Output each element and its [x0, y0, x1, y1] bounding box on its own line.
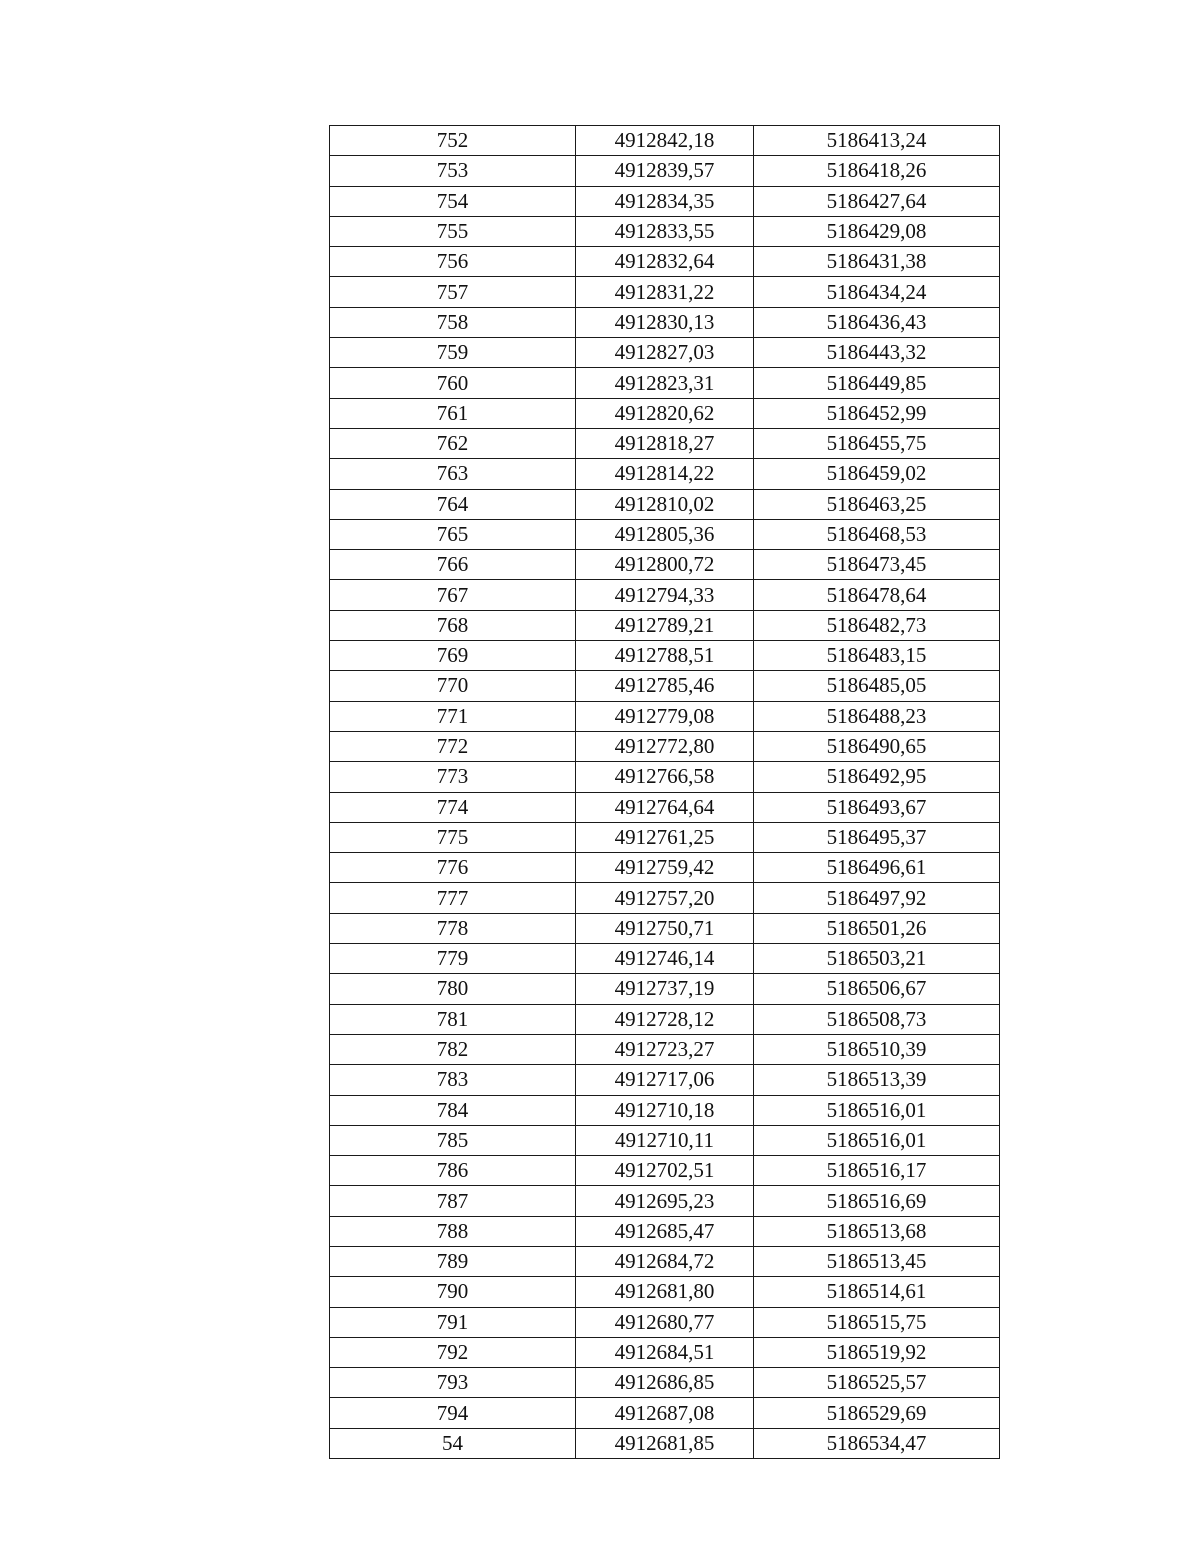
point-number-cell: 778 — [330, 913, 576, 943]
table-row — [330, 398, 1000, 428]
table-row — [330, 1277, 1000, 1307]
point-number-cell: 787 — [330, 1186, 576, 1216]
point-number-cell: 775 — [330, 822, 576, 852]
x-coordinate-cell: 4912680,77 — [576, 1307, 754, 1337]
table-row — [330, 1337, 1000, 1367]
x-coordinate-cell: 4912805,36 — [576, 519, 754, 549]
y-coordinate-cell: 5186503,21 — [754, 944, 1000, 974]
y-coordinate-cell: 5186463,25 — [754, 489, 1000, 519]
point-number-cell: 781 — [330, 1004, 576, 1034]
table-row — [330, 519, 1000, 549]
y-coordinate-cell: 5186459,02 — [754, 459, 1000, 489]
table-row — [330, 156, 1000, 186]
x-coordinate-cell: 4912737,19 — [576, 974, 754, 1004]
y-coordinate-cell: 5186449,85 — [754, 368, 1000, 398]
point-number-cell: 756 — [330, 247, 576, 277]
table-row — [330, 307, 1000, 337]
point-number-cell: 755 — [330, 216, 576, 246]
x-coordinate-cell: 4912830,13 — [576, 307, 754, 337]
point-number-cell: 789 — [330, 1246, 576, 1276]
point-number-cell: 754 — [330, 186, 576, 216]
y-coordinate-cell: 5186443,32 — [754, 338, 1000, 368]
table-row — [330, 338, 1000, 368]
x-coordinate-cell: 4912759,42 — [576, 853, 754, 883]
point-number-cell: 774 — [330, 792, 576, 822]
y-coordinate-cell: 5186496,61 — [754, 853, 1000, 883]
table-row — [330, 1398, 1000, 1428]
point-number-cell: 779 — [330, 944, 576, 974]
point-number-cell: 54 — [330, 1428, 576, 1458]
y-coordinate-cell: 5186516,17 — [754, 1156, 1000, 1186]
y-coordinate-cell: 5186427,64 — [754, 186, 1000, 216]
point-number-cell: 768 — [330, 610, 576, 640]
table-row — [330, 126, 1000, 156]
point-number-cell: 767 — [330, 580, 576, 610]
y-coordinate-cell: 5186431,38 — [754, 247, 1000, 277]
y-coordinate-cell: 5186501,26 — [754, 913, 1000, 943]
x-coordinate-cell: 4912681,80 — [576, 1277, 754, 1307]
point-number-cell: 766 — [330, 550, 576, 580]
y-coordinate-cell: 5186478,64 — [754, 580, 1000, 610]
y-coordinate-cell: 5186492,95 — [754, 762, 1000, 792]
x-coordinate-cell: 4912833,55 — [576, 216, 754, 246]
x-coordinate-cell: 4912823,31 — [576, 368, 754, 398]
x-coordinate-cell: 4912772,80 — [576, 731, 754, 761]
y-coordinate-cell: 5186519,92 — [754, 1337, 1000, 1367]
point-number-cell: 773 — [330, 762, 576, 792]
point-number-cell: 783 — [330, 1065, 576, 1095]
x-coordinate-cell: 4912831,22 — [576, 277, 754, 307]
x-coordinate-cell: 4912788,51 — [576, 641, 754, 671]
y-coordinate-cell: 5186510,39 — [754, 1034, 1000, 1064]
table-row — [330, 1034, 1000, 1064]
x-coordinate-cell: 4912789,21 — [576, 610, 754, 640]
table-row — [330, 641, 1000, 671]
table-row — [330, 428, 1000, 458]
point-number-cell: 788 — [330, 1216, 576, 1246]
table-row — [330, 1186, 1000, 1216]
table-row — [330, 1125, 1000, 1155]
y-coordinate-cell: 5186436,43 — [754, 307, 1000, 337]
point-number-cell: 780 — [330, 974, 576, 1004]
y-coordinate-cell: 5186516,01 — [754, 1095, 1000, 1125]
table-row — [330, 853, 1000, 883]
y-coordinate-cell: 5186525,57 — [754, 1368, 1000, 1398]
table-row — [330, 277, 1000, 307]
point-number-cell: 761 — [330, 398, 576, 428]
y-coordinate-cell: 5186516,69 — [754, 1186, 1000, 1216]
x-coordinate-cell: 4912746,14 — [576, 944, 754, 974]
table-row — [330, 580, 1000, 610]
table-row — [330, 1307, 1000, 1337]
x-coordinate-cell: 4912794,33 — [576, 580, 754, 610]
y-coordinate-cell: 5186455,75 — [754, 428, 1000, 458]
point-number-cell: 776 — [330, 853, 576, 883]
table-row — [330, 671, 1000, 701]
y-coordinate-cell: 5186490,65 — [754, 731, 1000, 761]
y-coordinate-cell: 5186429,08 — [754, 216, 1000, 246]
table-row — [330, 1216, 1000, 1246]
y-coordinate-cell: 5186513,39 — [754, 1065, 1000, 1095]
table-row — [330, 1368, 1000, 1398]
point-number-cell: 764 — [330, 489, 576, 519]
x-coordinate-cell: 4912764,64 — [576, 792, 754, 822]
table-row — [330, 186, 1000, 216]
y-coordinate-cell: 5186434,24 — [754, 277, 1000, 307]
x-coordinate-cell: 4912834,35 — [576, 186, 754, 216]
point-number-cell: 790 — [330, 1277, 576, 1307]
y-coordinate-cell: 5186488,23 — [754, 701, 1000, 731]
x-coordinate-cell: 4912842,18 — [576, 126, 754, 156]
point-number-cell: 765 — [330, 519, 576, 549]
point-number-cell: 782 — [330, 1034, 576, 1064]
table-row — [330, 1004, 1000, 1034]
y-coordinate-cell: 5186468,53 — [754, 519, 1000, 549]
point-number-cell: 771 — [330, 701, 576, 731]
table-row — [330, 822, 1000, 852]
x-coordinate-cell: 4912810,02 — [576, 489, 754, 519]
table-row — [330, 1095, 1000, 1125]
table-row — [330, 913, 1000, 943]
x-coordinate-cell: 4912827,03 — [576, 338, 754, 368]
point-number-cell: 769 — [330, 641, 576, 671]
y-coordinate-cell: 5186452,99 — [754, 398, 1000, 428]
y-coordinate-cell: 5186485,05 — [754, 671, 1000, 701]
point-number-cell: 757 — [330, 277, 576, 307]
point-number-cell: 791 — [330, 1307, 576, 1337]
y-coordinate-cell: 5186516,01 — [754, 1125, 1000, 1155]
x-coordinate-cell: 4912710,18 — [576, 1095, 754, 1125]
y-coordinate-cell: 5186495,37 — [754, 822, 1000, 852]
x-coordinate-cell: 4912702,51 — [576, 1156, 754, 1186]
x-coordinate-cell: 4912728,12 — [576, 1004, 754, 1034]
point-number-cell: 763 — [330, 459, 576, 489]
point-number-cell: 760 — [330, 368, 576, 398]
table-row — [330, 610, 1000, 640]
table-row — [330, 792, 1000, 822]
point-number-cell: 753 — [330, 156, 576, 186]
x-coordinate-cell: 4912757,20 — [576, 883, 754, 913]
y-coordinate-cell: 5186515,75 — [754, 1307, 1000, 1337]
y-coordinate-cell: 5186482,73 — [754, 610, 1000, 640]
x-coordinate-cell: 4912710,11 — [576, 1125, 754, 1155]
point-number-cell: 793 — [330, 1368, 576, 1398]
table-row — [330, 731, 1000, 761]
point-number-cell: 786 — [330, 1156, 576, 1186]
y-coordinate-cell: 5186506,67 — [754, 974, 1000, 1004]
table-row — [330, 1246, 1000, 1276]
x-coordinate-cell: 4912717,06 — [576, 1065, 754, 1095]
y-coordinate-cell: 5186473,45 — [754, 550, 1000, 580]
table-row — [330, 216, 1000, 246]
y-coordinate-cell: 5186497,92 — [754, 883, 1000, 913]
table-row — [330, 974, 1000, 1004]
point-number-cell: 792 — [330, 1337, 576, 1367]
x-coordinate-cell: 4912785,46 — [576, 671, 754, 701]
x-coordinate-cell: 4912800,72 — [576, 550, 754, 580]
table-row — [330, 550, 1000, 580]
table-row — [330, 459, 1000, 489]
table-row — [330, 762, 1000, 792]
x-coordinate-cell: 4912684,72 — [576, 1246, 754, 1276]
x-coordinate-cell: 4912779,08 — [576, 701, 754, 731]
y-coordinate-cell: 5186534,47 — [754, 1428, 1000, 1458]
x-coordinate-cell: 4912832,64 — [576, 247, 754, 277]
point-number-cell: 784 — [330, 1095, 576, 1125]
point-number-cell: 759 — [330, 338, 576, 368]
x-coordinate-cell: 4912685,47 — [576, 1216, 754, 1246]
x-coordinate-cell: 4912814,22 — [576, 459, 754, 489]
x-coordinate-cell: 4912766,58 — [576, 762, 754, 792]
table-row — [330, 489, 1000, 519]
table-row — [330, 1065, 1000, 1095]
y-coordinate-cell: 5186508,73 — [754, 1004, 1000, 1034]
table-row — [330, 247, 1000, 277]
y-coordinate-cell: 5186413,24 — [754, 126, 1000, 156]
point-number-cell: 785 — [330, 1125, 576, 1155]
point-number-cell: 758 — [330, 307, 576, 337]
x-coordinate-cell: 4912750,71 — [576, 913, 754, 943]
point-number-cell: 772 — [330, 731, 576, 761]
x-coordinate-cell: 4912839,57 — [576, 156, 754, 186]
y-coordinate-cell: 5186513,68 — [754, 1216, 1000, 1246]
table-row — [330, 883, 1000, 913]
y-coordinate-cell: 5186513,45 — [754, 1246, 1000, 1276]
y-coordinate-cell: 5186418,26 — [754, 156, 1000, 186]
x-coordinate-cell: 4912684,51 — [576, 1337, 754, 1367]
y-coordinate-cell: 5186529,69 — [754, 1398, 1000, 1428]
x-coordinate-cell: 4912761,25 — [576, 822, 754, 852]
x-coordinate-cell: 4912695,23 — [576, 1186, 754, 1216]
table-row — [330, 1428, 1000, 1458]
x-coordinate-cell: 4912687,08 — [576, 1398, 754, 1428]
point-number-cell: 752 — [330, 126, 576, 156]
y-coordinate-cell: 5186493,67 — [754, 792, 1000, 822]
x-coordinate-cell: 4912681,85 — [576, 1428, 754, 1458]
table-row — [330, 944, 1000, 974]
x-coordinate-cell: 4912820,62 — [576, 398, 754, 428]
y-coordinate-cell: 5186483,15 — [754, 641, 1000, 671]
x-coordinate-cell: 4912723,27 — [576, 1034, 754, 1064]
table-row — [330, 368, 1000, 398]
y-coordinate-cell: 5186514,61 — [754, 1277, 1000, 1307]
x-coordinate-cell: 4912818,27 — [576, 428, 754, 458]
coordinates-table-body — [330, 126, 1000, 1459]
coordinates-table — [329, 125, 1000, 1459]
point-number-cell: 777 — [330, 883, 576, 913]
x-coordinate-cell: 4912686,85 — [576, 1368, 754, 1398]
point-number-cell: 770 — [330, 671, 576, 701]
table-row — [330, 1156, 1000, 1186]
point-number-cell: 794 — [330, 1398, 576, 1428]
point-number-cell: 762 — [330, 428, 576, 458]
table-row — [330, 701, 1000, 731]
